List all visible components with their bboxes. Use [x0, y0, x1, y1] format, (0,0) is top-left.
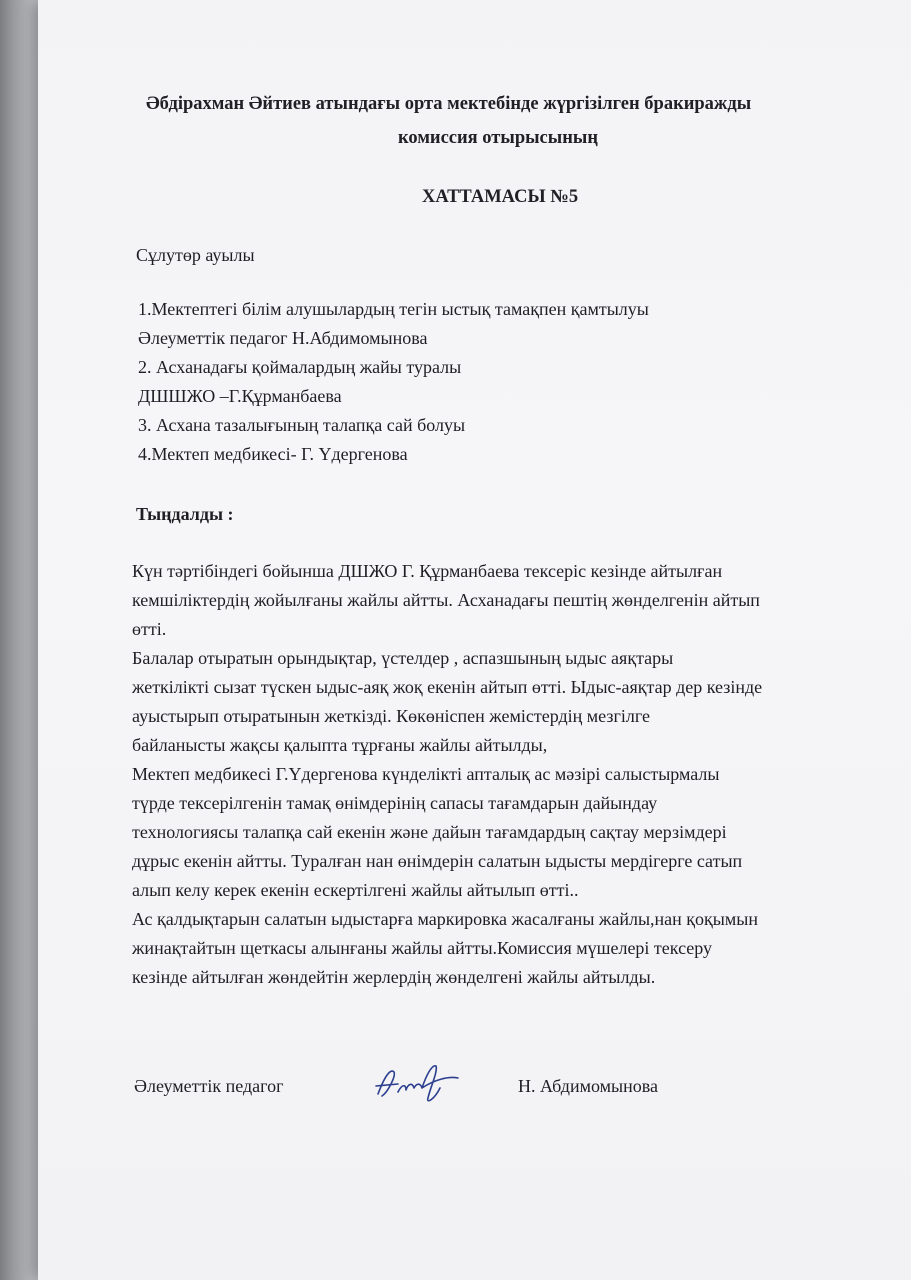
body-line: жинақтайтын щеткасы алынғаны жайлы айтты.Комиссия мүшелері тексеру	[132, 938, 713, 958]
agenda-item-1: 1.Мектептегі білім алушылардың тегін ыстық тамақпен қамтылуы	[138, 299, 649, 319]
agenda-item-4: 4.Мектеп медбикесі- Г. Үдергенова	[138, 444, 408, 464]
signature-name: Н. Абдимомынова	[518, 1076, 659, 1096]
body-line: байланысты жақсы қалыпта тұрғаны жайлы айтылды,	[132, 735, 548, 755]
body-line: алып келу керек екенін ескертілгені жайлы айтылып өтті..	[132, 880, 579, 900]
protocol-title: ХАТТАМАСЫ №5	[422, 187, 579, 207]
body-line: ауыстырып отыратынын жеткізді. Көкөніспен жемістердің мезгілге	[132, 706, 650, 726]
signature-role: Әлеуметтік педагог	[134, 1076, 284, 1096]
body-line: дұрыс екенін айтты. Туралған нан өнімдерін салатын ыдысты мердігерге сатып	[132, 851, 743, 871]
header-line-2: комиссия отырысының	[398, 128, 598, 148]
agenda-item-2: 2. Асханадағы қоймалардың жайы туралы	[138, 357, 462, 377]
body-line: Мектеп медбикесі Г.Үдергенова күнделікті апталық ас мәзірі салыстырмалы	[132, 764, 720, 784]
body-line: түрде тексерілгенін тамақ өнімдерінің сапасы тағамдарын дайындау	[132, 793, 658, 813]
heard-heading: Тыңдалды :	[136, 504, 234, 524]
body-line: өтті.	[132, 619, 167, 639]
village-name: Сұлутөр ауылы	[136, 245, 255, 265]
header-line-1: Әбдірахман Әйтиев атындағы орта мектебінде жүргізілген бракиражды	[146, 94, 752, 114]
body-line: Ас қалдықтарын салатын ыдыстарға маркировка жасалғаны жайлы,нан қоқымын	[132, 909, 759, 929]
body-line: Балалар отыратын орындықтар, үстелдер , аспазшының ыдыс аяқтары	[132, 648, 674, 668]
body-line: кезінде айтылған жөндейтін жерлердің жөнделгені жайлы айтылды.	[132, 967, 656, 987]
handwritten-signature	[368, 1058, 464, 1106]
body-line: жеткілікті сызат түскен ыдыс-аяқ жоқ екенін айтып өтті. Ыдыс-аяқтар дер кезінде	[132, 677, 763, 697]
paper-sheet	[38, 0, 911, 1280]
body-line: технологиясы талапқа сай екенін және дайын тағамдардың сақтау мерзімдері	[132, 822, 727, 842]
agenda-item-3: 3. Асхана тазалығының талапқа сай болуы	[138, 415, 466, 435]
body-line: кемшіліктердің жойылғаны жайлы айтты. Асханадағы пештің жөнделгенін айтып	[132, 590, 760, 610]
body-line: Күн тәртібіндегі бойынша ДШЖО Г. Құрманбаева тексеріс кезінде айтылған	[132, 561, 723, 581]
agenda-item-2-speaker: ДШШЖО –Г.Құрманбаева	[138, 386, 342, 406]
agenda-item-1-speaker: Әлеуметтік педагог Н.Абдимомынова	[138, 328, 428, 348]
